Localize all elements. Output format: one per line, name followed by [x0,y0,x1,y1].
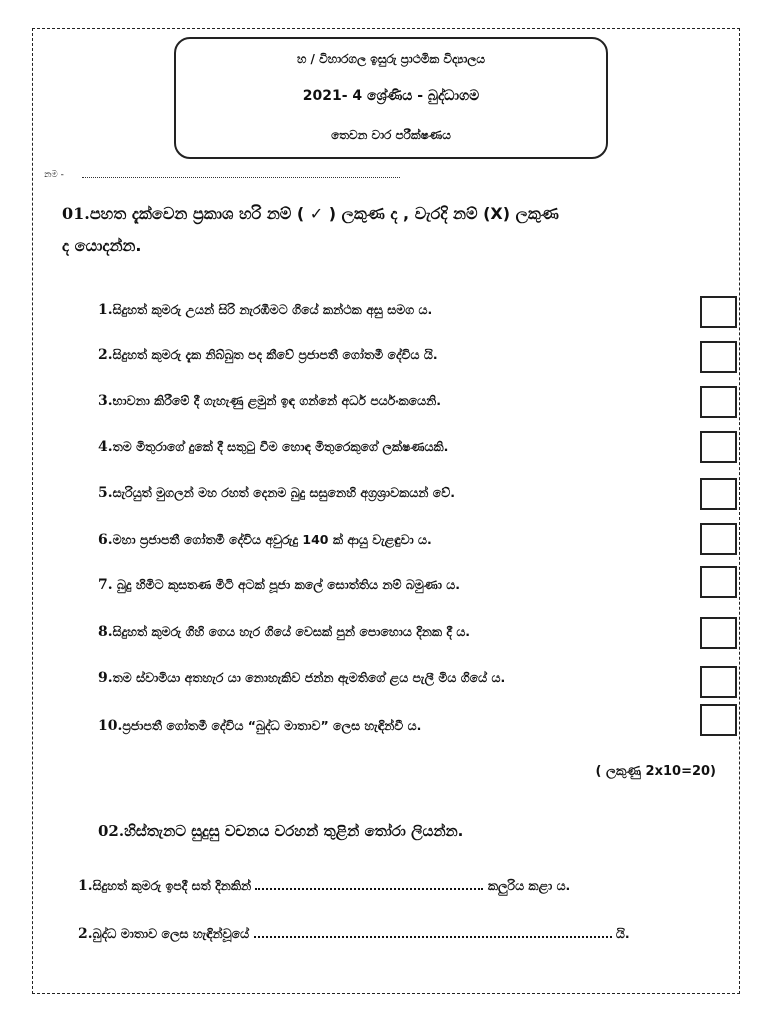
name-field[interactable] [82,177,400,178]
section1-instruction [62,198,559,230]
item-number: 1. [98,302,113,318]
marks-note: ( ලකුණු 2x10=20) [595,764,716,779]
fill-blank-row [78,924,730,942]
list-item [98,391,441,411]
blank-field[interactable] [255,876,483,890]
fill-blank-row [78,876,730,894]
item-text: සිදුහත් කුමරු ගිහි ගෙය හැර ගියේ වෙසක් පුන් පොහොය දිනක දී ය. [112,624,471,639]
answer-box[interactable] [700,566,737,598]
item-number: 1. [78,878,93,894]
list-item [98,530,432,550]
section2-title: හිස්තැනට සුදුසු වචනය වරහන් තුළින් තෝරා ලියන්න. [124,822,464,840]
item-number: 8. [98,624,113,640]
item-text: තම මිතුරාගේ දුකේ දී සතුටු වීම හොඳ මිතුරෙකුගේ ලක්ෂණයකි. [112,439,449,454]
list-item [98,622,470,642]
fill-text-after: යි. [615,926,630,941]
item-text: සිදුහත් කුමරු දැක නිබ්බුත පද කීවේ ප්‍රජාපතී ගෝතමී දේවිය යි. [112,347,438,362]
item-number: 4. [98,439,113,455]
list-item [98,483,455,503]
list-item [98,668,505,688]
test-title: තෙවන වාර පරීක්ෂණය [331,128,451,142]
answer-box[interactable] [700,341,737,373]
list-item [98,345,438,365]
school-name: හ / විහාරගල ඉසුරු ප්‍රාථමික විද්‍යාලය [296,52,486,66]
answer-box[interactable] [700,478,737,510]
answer-box[interactable] [700,666,737,698]
list-item [98,716,421,736]
section1-text-b: ) ලකුණ ද , වැරදි නම් [328,204,478,223]
item-text: මහා ප්‍රජාපතී ගෝතමී දේවිය අවුරුදු 140 ක් ආයු වැළඳුවා ය. [112,532,432,547]
list-item [98,437,448,457]
answer-box[interactable] [700,704,737,736]
blank-field[interactable] [254,924,612,938]
section1-text-a: පහත දැක්වෙන ප්‍රකාශ හරි නම් ( [89,204,305,223]
page-border [32,28,740,994]
section1-instruction-cont: ද යොදන්න. [62,236,142,255]
item-number: 7. [98,577,113,593]
item-text: සැරියුත් මුගලන් මහ රහත් දෙනම බුදු සසුනෙහි අග්‍රශ්‍රාවකයන් වේ. [112,485,455,500]
section2-number: 02. [98,822,125,840]
fill-text-after: කලුරිය කළා ය. [487,878,571,893]
cross-icon: (X) [483,204,511,223]
item-number: 6. [98,532,113,548]
item-number: 5. [98,485,113,501]
answer-box[interactable] [700,386,737,418]
list-item [98,575,460,595]
item-text: තම ස්වාමියා අතහැර යා නොහැකිව ජන්න ඇමතිගේ ළය පැලී මිය ගියේ ය. [112,670,506,685]
answer-box[interactable] [700,431,737,463]
item-number: 2. [98,347,113,363]
item-text: සිදුහත් කුමරු උයන් සිරි නැරඹීමට ගියේ කන්ථක අසු සමග ය. [112,302,433,317]
list-item [98,300,432,320]
answer-box[interactable] [700,296,737,328]
item-number: 3. [98,393,113,409]
item-number: 2. [78,926,93,942]
name-label: නම - [44,170,64,180]
fill-text-before: සිදුහත් කුමරු ඉපදී සත් දිනකින් [92,878,252,893]
item-number: 9. [98,670,113,686]
item-number: 10. [98,718,123,734]
fill-text-before: බුද්ධ මාතාව ලෙස හැඳින්වූයේ [92,926,250,941]
item-text: ප්‍රජාපතී ගෝතමී දේවිය “බුද්ධ මාතාව” ලෙස හැඳින්වී ය. [122,718,422,733]
tick-icon: ✓ [309,204,324,223]
item-text: බුදු හිමිට කුසතණ මිටි අටක් පූජා කලේ සොත්තිය නම් බමුණා ය. [112,577,461,592]
grade-subject: 2021- 4 ශ්‍රේණිය - බුද්ධාගම [302,88,480,104]
answer-box[interactable] [700,617,737,649]
section1-number: 01. [62,204,90,223]
section1-text-c: ලකුණ [515,204,559,223]
item-text: භාවනා කිරීමේ දී ගැහැණු ළමුන් ඉඳ ගන්නේ අර්ධ පර්යංකයෙනි. [112,393,442,408]
answer-box[interactable] [700,523,737,555]
section2-instruction [98,822,463,840]
